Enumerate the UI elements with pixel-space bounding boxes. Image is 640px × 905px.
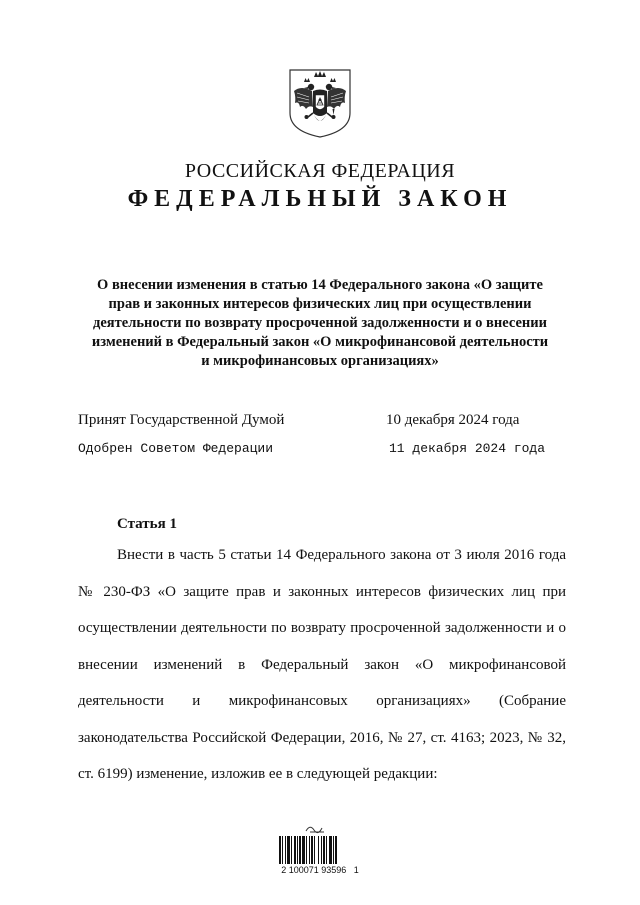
law-title-line: изменений в Федеральный закон «О микрофинансовой деятельности	[91, 334, 549, 350]
document-barcode	[277, 822, 363, 876]
law-title-line: деятельности по возврату просроченной задолженности и о внесении	[93, 315, 547, 331]
adoption-date-duma: 10 декабря 2024 года	[386, 412, 520, 428]
adoption-date-council: 11 декабря 2024 года	[389, 441, 546, 456]
barcode-bars	[279, 836, 361, 864]
article-body-line: ст. 6199) изменение, изложив ее в следующей редакции:	[78, 766, 438, 782]
article-body-line: № 230-ФЗ «О защите прав и законных интересов физических лиц при	[78, 583, 566, 600]
law-title-line: О внесении изменения в статью 14 Федерального закона «О защите	[97, 277, 543, 293]
law-title-line: и микрофинансовых организациях»	[201, 353, 439, 369]
article-body-line: деятельности и микрофинансовых организациях» (Собрание	[78, 693, 566, 709]
adoption-label-duma: Принят Государственной Думой	[78, 412, 285, 428]
article-body-line: Внести в часть 5 статьи 14 Федерального закона от 3 июля 2016 года	[117, 547, 566, 563]
document-type-heading: ФЕДЕРАЛЬНЫЙ ЗАКОН	[127, 186, 513, 212]
article-body-line: внесении изменений в Федеральный закон «О микрофинансовой	[78, 656, 566, 673]
country-name: РОССИЙСКАЯ ФЕДЕРАЦИЯ	[184, 160, 456, 182]
barcode-number: 2 100071 93596 1	[281, 865, 359, 875]
article-body-line: законодательства Российской Федерации, 2016, № 27, ст. 4163; 2023, № 32,	[78, 729, 566, 746]
coat-of-arms-emblem-icon	[287, 67, 353, 139]
adoption-row-duma	[78, 412, 568, 432]
article-heading: Статья 1	[117, 516, 177, 532]
signature-mark-icon	[304, 822, 328, 834]
law-title	[60, 276, 580, 371]
law-title-line: прав и законных интересов физических лиц при осуществлении	[108, 296, 532, 312]
adoption-label-council: Одобрен Советом Федерации	[78, 441, 274, 456]
adoption-row-council	[78, 441, 568, 461]
article-body-line: осуществлении деятельности по возврату просроченной задолженности и о	[78, 620, 566, 636]
article-body	[78, 545, 566, 801]
